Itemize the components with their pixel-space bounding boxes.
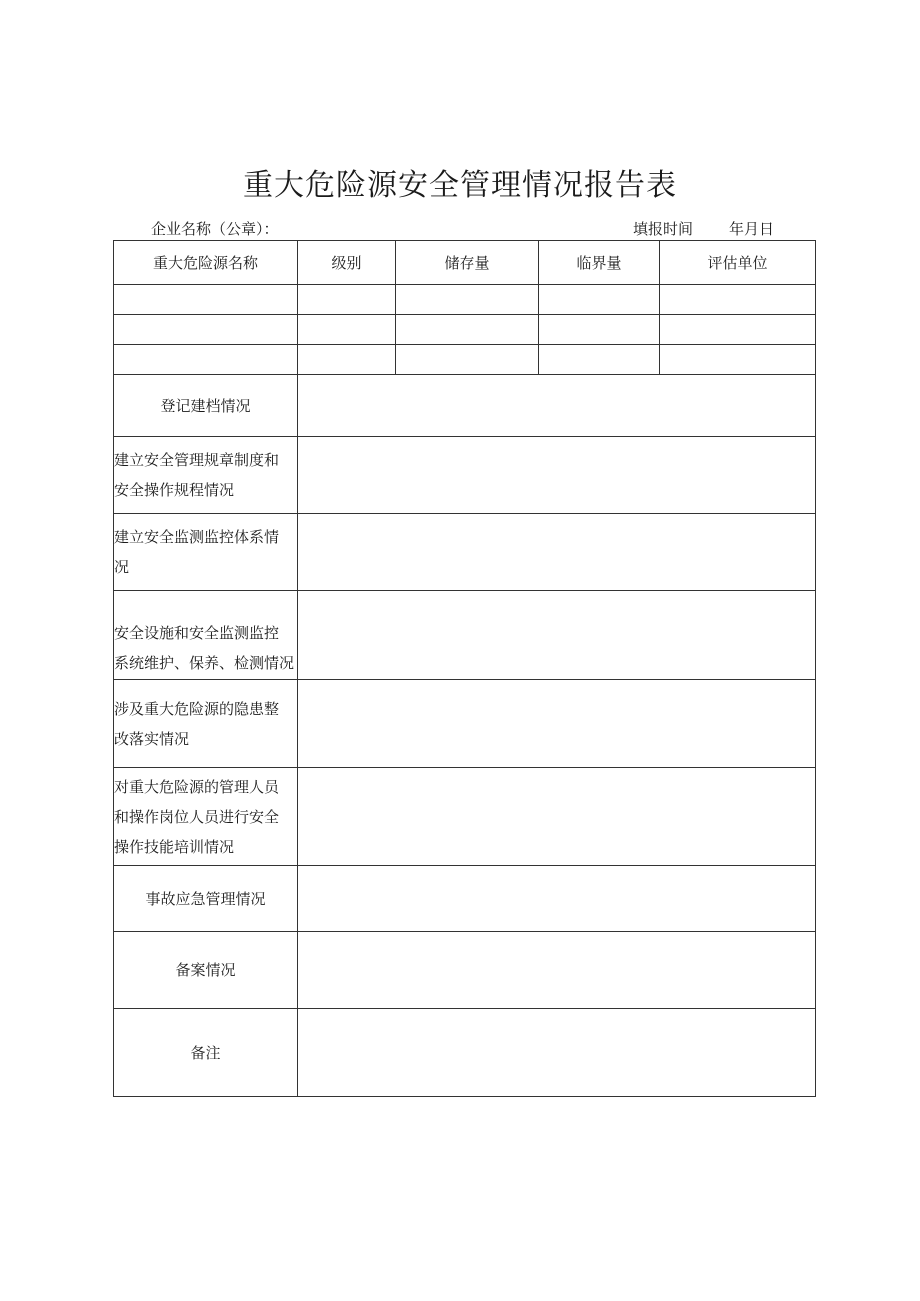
input-cell[interactable] [114,315,298,345]
input-cell[interactable] [396,285,539,315]
table-row [114,345,816,375]
input-cell[interactable] [539,345,660,375]
section-label [114,680,298,768]
section-value-cell[interactable] [298,437,816,514]
input-cell[interactable] [114,345,298,375]
section-value-cell[interactable] [298,1009,816,1097]
input-cell[interactable] [298,315,396,345]
fill-time-label: 填报时间 [633,220,694,238]
section-emergency [114,866,816,932]
header-level: 级别 [298,241,396,285]
section-label [114,375,298,437]
input-cell[interactable] [396,345,539,375]
section-label [114,866,298,932]
section-label-line: 操作技能培训情况 [114,837,235,856]
input-cell[interactable] [660,315,816,345]
section-value-cell[interactable] [298,768,816,866]
section-label [114,1009,298,1097]
section-label-line: 况 [114,558,130,576]
table-row [114,285,816,315]
input-cell[interactable] [298,285,396,315]
section-monitoring-system [114,514,816,591]
section-maintenance [114,591,816,680]
section-registration [114,375,816,437]
page-title: 重大危险源安全管理情况报告表 [243,168,677,203]
section-training [114,768,816,866]
section-label [114,514,298,591]
input-cell[interactable] [114,285,298,315]
header-row [114,241,816,285]
section-value-cell[interactable] [298,591,816,680]
section-label-line: 对重大危险源的管理人员 [114,777,280,796]
input-cell[interactable] [660,285,816,315]
section-label-line: 建立安全监测监控体系情 [114,528,280,546]
section-label [114,437,298,514]
section-label-line: 事故应急管理情况 [145,889,266,908]
date-label: 年月日 [729,220,775,238]
section-label [114,932,298,1009]
header-critical-quantity: 临界量 [539,241,660,285]
input-cell[interactable] [539,285,660,315]
input-cell[interactable] [660,345,816,375]
section-hazard-rectification [114,680,816,768]
section-label-line: 和操作岗位人员进行安全 [114,807,280,826]
section-label-line: 改落实情况 [114,729,190,748]
section-value-cell[interactable] [298,932,816,1009]
section-label-line: 安全操作规程情况 [114,481,235,499]
section-value-cell[interactable] [298,375,816,437]
section-value-cell[interactable] [298,680,816,768]
section-filing [114,932,816,1009]
input-cell[interactable] [396,315,539,345]
section-label-line: 涉及重大危险源的隐患整 [114,699,280,718]
header-storage: 储存量 [396,241,539,285]
header-source-name: 重大危险源名称 [114,241,298,285]
section-label [114,591,298,680]
section-label [114,768,298,866]
header-assessment-unit: 评估单位 [660,241,816,285]
section-value-cell[interactable] [298,514,816,591]
input-cell[interactable] [539,315,660,345]
section-label-line: 系统维护、保养、检测情况 [114,654,295,672]
report-table [113,240,816,1097]
section-label-line: 安全设施和安全监测监控 [114,624,280,642]
section-label-line: 建立安全管理规章制度和 [114,451,280,469]
fill-date-area [633,219,774,239]
input-cell[interactable] [298,345,396,375]
section-value-cell[interactable] [298,866,816,932]
enterprise-name-label: 企业名称（公章）： [151,220,279,238]
section-label-line: 备注 [190,1043,221,1062]
section-rules [114,437,816,514]
table-row [114,315,816,345]
section-remarks [114,1009,816,1097]
section-label-line: 登记建档情况 [160,396,251,415]
section-label-line: 备案情况 [175,961,236,979]
